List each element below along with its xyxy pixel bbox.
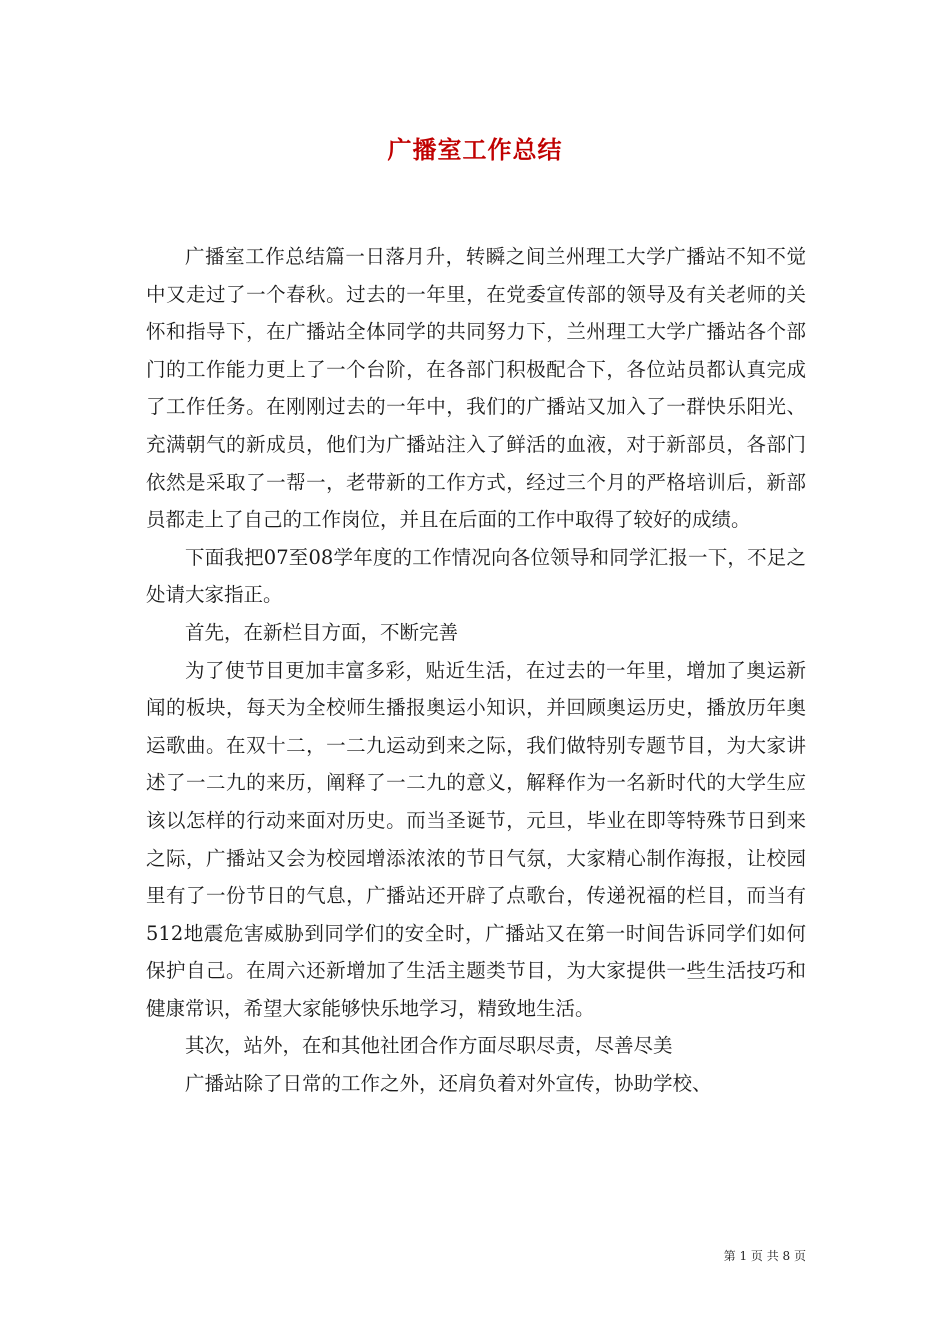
paragraph-report: 下面我把07至08学年度的工作情况向各位领导和同学汇报一下，不足之处请大家指正。: [146, 545, 806, 607]
section-heading-new-columns: 首先，在新栏目方面，不断完善: [185, 620, 459, 644]
page-number: 第 1 页 共 8 页: [723, 1249, 806, 1263]
paragraph-intro: 广播室工作总结篇一日落月升，转瞬之间兰州理工大学广播站不知不觉中又走过了一个春秋。过去的一年里，在党委宣传部的领导及有关老师的关怀和指导下，在广播站全体同学的共同努力下，兰州理工大学广播站各个部门的工作能力更上了一个台阶，在各部门积极配合下，各位站员都认真完成了工作任务。在刚刚过去的一年中，我们的广播站又加入了一群快乐阳光、充满朝气的新成员，他们为广播站注入了鲜活的血液，对于新部员，各部门依然是采取了一帮一，老带新的工作方式，经过三个月的严格培训后，新部员都走上了自己的工作岗位，并且在后面的工作中取得了较好的成绩。: [146, 245, 806, 532]
paragraph-new-columns: 为了使节目更加丰富多彩，贴近生活，在过去的一年里，增加了奥运新闻的板块，每天为全校师生播报奥运小知识，并回顾奥运历史，播放历年奥运歌曲。在双十二，一二九运动到来之际，我们做特别专题节目，为大家讲述了一二九的来历，阐释了一二九的意义，解释作为一名新时代的大学生应该以怎样的行动来面对历史。而当圣诞节，元旦，毕业在即等特殊节日到来之际，广播站又会为校园增添浓浓的节日气氛，大家精心制作海报，让校园里有了一份节日的气息，广播站还开辟了点歌台，传递祝福的栏目，而当有512地震危害威胁到同学们的安全时，广播站又在第一时间告诉同学们如何保护自己。在周六还新增加了生活主题类节目，为大家提供一些生活技巧和健康常识，希望大家能够快乐地学习，精致地生活。: [146, 658, 806, 1020]
document-body: [146, 238, 806, 1103]
document-title: 广播室工作总结: [387, 135, 563, 164]
section-heading-cooperation: 其次，站外，在和其他社团合作方面尽职尽责，尽善尽美: [185, 1034, 673, 1058]
paragraph-cooperation: 广播站除了日常的工作之外，还肩负着对外宣传，协助学校、: [185, 1072, 712, 1096]
